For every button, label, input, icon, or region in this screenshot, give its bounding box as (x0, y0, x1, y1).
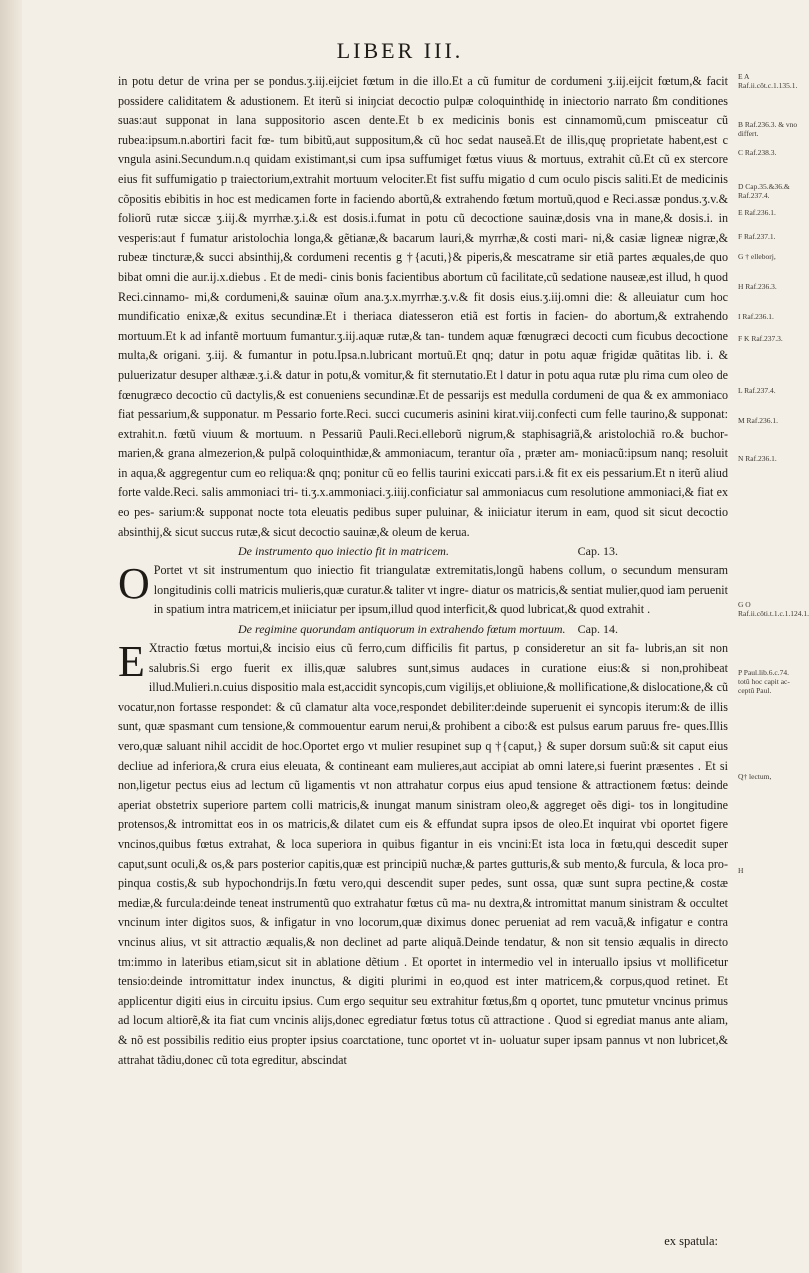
catchword: ex spatula: (664, 1234, 718, 1248)
margin-note: I Raf.236.1. (738, 312, 774, 321)
chapter-13-title: De instrumento quo iniectio fit in matricem. (238, 544, 449, 559)
chapter-13-number: Cap. 13. (577, 544, 618, 559)
margin-note: E Raf.236.1. (738, 208, 776, 217)
page-edge (0, 0, 22, 1273)
margin-note: B Raf.236.3. & vno differt. (738, 120, 798, 138)
margin-note: N Raf.236.1. (738, 454, 777, 463)
chapter-14-text-block (118, 639, 728, 1070)
margin-note: H (738, 866, 744, 875)
margin-note: C Raf.238.3. (738, 148, 777, 157)
margin-note: H Raf.236.3. (738, 282, 777, 291)
margin-note: G O Raf.ii.cõti.t.1.c.1.124.1. (738, 600, 809, 618)
margin-note: F Raf.237.1. (738, 232, 776, 241)
chapter-14-text: Xtractio fœtus mortui,& incisio eius cũ ferro,cum difficilis fit partus, p consideretur an sit fa- lubris,an sit non salubris.Si ergo fuerit ex illis,quæ salubres sunt,simus audaces in curatione eius:& si non,prohibeat illud.Mulieri.n.cuius dispositio mala est,accidit syncopis,cum vigilijs,et obliuione,& mollificatione,& dislocatione,& cũ vocatur,non fortasse respondet: & cũ clamatur alta voce,respondet debiliter:deinde superuenit ei syncopis iterum:& de illis sunt, quæ spasmant cum tensione,& commouentur earum nerui,& prohibent a cibo:& est pulsus earum paruus fre- ques.Illis vero,quæ saluant nihil accidit de hoc.Oportet ergo vt mulier resupinet sup q †{caput,} & super dorsum suũ:& sit caput eius decliue ad inferiora,& crura eius eleuata, & contineant eam mulieres,aut accipiat ab omni latere,si fuerint præsentes . Et si non,ligetur pectus eius ad lectum cũ ligamentis vt non attrahatur corpus eius apud tensione & attractionem fœtus: deinde aperiat obstetrix superiore partem colli matricis,& inungat manum sinistram oleo,& aggreget oẽs digi- tos in longitudine protensos,& intromittat eos in os matricis,& dilatet cum eis & effundat supra ipsos de oleo.Et inquirat vbi oportet figere vncinos,quibus fœtus extrahat, & loca superiora in quibus figantur in eis vncini:Et ista loca in fœtu,qui descedit super caput,sunt oculi,& os,& pars posterior capitis,quæ est principiũ nuchæ,& partes gutturis,& sub mento,& furcula, & loca pro- pinqua costis,& sub hypochondrijs.In fœtu vero,qui descendit super pedes, sunt ossa, quæ sunt supra pectine,& costæ mediæ,& furcula:deinde teneat instrumentũ quo extrahatur fœtus cũ ma- nu dextra,& intromittat manum sinistram & occultet vncinum inter digitos suos, & infigatur in vno locorum,quæ diximus donec perueniat ad rem vacuã,& infigatur e contra vncinus alius, vt sit attractio æqualis,& non declinet ad parte aliquã.Deinde tendatur, & non sit tensio æqualis in directo tm:immo in lateribus etiam,sicut sit in ablatione dẽtium . Et oportet in intermedio vel in interuallo ipsius vt mollificetur tensio:deinde intromittatur index inunctus, & digiti plurimi in eo,quod est inter matricem,& corpus,quod retinet. Et applicentur digiti eius in circuitu ipsius. Cum ergo sequitur seu extrahitur fœtus,ßm q oportet, tunc pmutetur vncinus primus ad locum altiorẽ,& ita fiat cum vncinis alijs,donec egrediatur fœtus totus cũ attractione . Quod si egrediat manus ante aliam, & nõ est possibilis reditio eius propter ipsius coarctatione, tunc oportet vt in- uoluatur super ipsam pannus vt non lubricet,& attrahat tãdiu,donec cũ tota egreditur, abscindat (118, 641, 728, 1067)
margin-note: P Paul.lib.6.c.74. totũ hoc capit ac- ceptũ Paul. (738, 668, 790, 695)
chapter-14-dropcap: E (118, 637, 145, 687)
margin-note: G † elleborj, (738, 252, 776, 261)
margin-note: E A Raf.ii.cõt.c.1.135.1. (738, 72, 798, 90)
chapter-13-heading (118, 542, 728, 561)
margin-note: M Raf.236.1. (738, 416, 778, 425)
chapter-14-number: Cap. 14. (577, 622, 618, 637)
margin-note: F K Raf.237.3. (738, 334, 783, 343)
paragraph-1: in potu detur de vrina per se pondus.ʒ.iij.eijciet fœtum in die illo.Et a cũ fumitur de cordumeni ʒ.iij.eijcit fœtum,& facit possidere caliditatem & adustionem. Et iterũ si iniŋciat decoctio pulpæ coloquinthidę in iniectorio narrato ßm conditiones suas:aut supponat in lana suppositorio ascen dente.Et b ex medicinis bonis est cinnamomũ,cum pmisceatur cũ rubea:ipsum.n.abortiri facit fœ- tum bibitũ,aut suppositum,& cũ hoc sedat nauseã.Et de illis,quę proprietate habent,est c vngula asini.Secundum.n.q quidam existimant,si cum ipsa suffumiget fœtus viuus & mortuus, extrahit cũ.Et cũ ex stercore eius fit suffumigatio p traiectorium,extrahit mortuum velociter.Et fist suffu migatio d cum oculo piscis saliti.Et de medicinis cõpositis ebibitis in hoc est medicamen forte in faciendo abortũ,& extrahendo fœtum mortuũ,quod e Reci.assæ pondus.ʒ.v.& foliorũ rutæ siccæ ʒ.iij.& myrrhæ.ʒ.i.& est dosis.i.fumat in potu cũ decoctione sauinæ,dosis vna in mane,& dosis.i. in vesperis:aut f fumatur aristolochia longa,& gẽtianæ,& bacarum lauri,& myrrhæ,& costi mari- ni,& casiæ ligneæ nigræ,& rubeæ tincturæ,& succi absinthij,& cordumeni recentis g †{acuti,}& piperis,& mescatrame sir etiã partes æquales,de quo bibat omni die aur.ij.x.diebus . Et de medi- cinis bonis facientibus abortum cũ facilitate,cũ sedatione nauseæ,est illud, h quod Reci.cinnamo- mi,& cordumeni,& sauinæ oĩum ana.ʒ.x.myrrhæ.ʒ.v.& fit dosis eius.ʒ.iij.omni die: & alleuiatur cum hoc mundificatio enixæ,& exitus secundinæ.Et i theriaca diatesseron etiã est fortis in facien- do abortum,& extrahendo mortuum.Et k ad infantẽ mortuum fumantur.ʒ.iij.aquæ rutæ,& tan- tundem aquæ fœnugræci decocti cum ficubus decoctione multa,& origani. ʒ.iij. & fumantur in potu.Ipsa.n.lubricant mortuũ.Et qnq; datur in potu aquæ frigidæ quãtitas lib. i. & puluerizatur desuper althææ.ʒ.i.& datur in potu,& vomitur,& fit sternutatio.Et l datur in potu aqua rutæ plu rima cum oleo de fœnugræco decoctio cũ dactylis,& est conueniens secundinæ.Et de pessarijs est medulla cordumeni de qua & ex ammoniaco fiat pessarium,& supponatur. m Pessario forte.Reci. succi cucumeris asinini kirat.viij.confecti cum felle taurino,& supponat: extrahit.n. fœtũ viuum & mortuum. n Pessariũ Pauli.Reci.elleborũ nigrum,& staphisagriã,& aristolochiã ro.& buchor- marien,& grana almezerion,& pulpã coloquinthidæ,& ammoniacum, terantur oĩa , præter am- moniacũ:ipsum nanq; resoluit in aqua,& aggregentur cum eo reliqua:& qnq; ponitur cũ eo fellis taurini exiccati pars.i.& fit ex eis pessarium.Et n iterũ aliud forte valde.Reci. salis ammoniaci tri- ti.ʒ.x.ammoniaci.ʒ.iiij.conficiatur sal ammoniacus cum resolutione ammoniaci,& fiat ex eo pes- sarium:& supponat nocte tota eleuatis pedibus super puluinar, & iniiciatur iterum in eam, quod sit sicut decoctio absinthij,& sicut succus rutæ,& sicut decoctio sauinæ,& oleum de kerua. (118, 74, 728, 539)
main-text-column (118, 72, 728, 1070)
margin-note: Q† lectum, (738, 772, 772, 781)
chapter-13-text: Portet vt sit instrumentum quo iniectio fit triangulatæ extremitatis,longũ habens collum, o secundum mensuram longitudinis colli matricis mulieris,quæ curatur.& taliter vt ingre- diatur os matricis,& sentiat mulier,quod iam peruenit in spatium intra matricem,et iniiciatur per ipsum,illud quod interficit,& quod lubricat,& quod extrahit . (153, 563, 728, 617)
chapter-13-dropcap: O (118, 559, 150, 609)
margin-note: D Cap.35.&36.& Raf.237.4. (738, 182, 790, 200)
margin-note: L Raf.237.4. (738, 386, 776, 395)
chapter-13-text-block (118, 561, 728, 620)
chapter-14-title: De regimine quorundam antiquorum in extrahendo fœtum mortuum. (238, 622, 566, 637)
chapter-14-heading (118, 620, 728, 639)
page-header: LIBER III. (336, 38, 464, 63)
